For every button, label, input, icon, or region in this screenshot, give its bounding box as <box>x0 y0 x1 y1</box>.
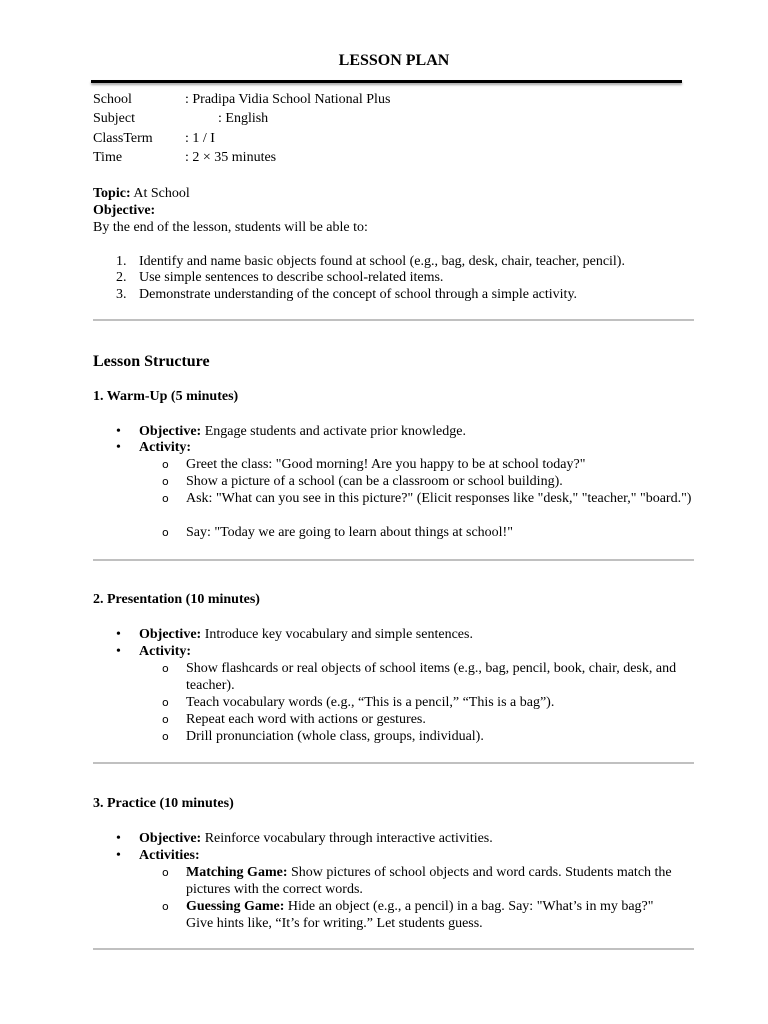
info-label: ClassTerm <box>93 131 153 146</box>
bullet-text: Reinforce vocabulary through interactive activities. <box>201 831 493 846</box>
info-value: : 1 / I <box>185 131 215 146</box>
item-text: Use simple sentences to describe school-related items. <box>139 270 444 285</box>
item-text: Identify and name basic objects found at school (e.g., bag, desk, chair, teacher, pencil). <box>139 254 625 269</box>
section-heading-practice: 3. Practice (10 minutes) <box>93 796 234 811</box>
lesson-structure-heading: Lesson Structure <box>93 353 210 370</box>
bullet-text: Engage students and activate prior knowledge. <box>201 424 466 439</box>
bullet-glyph: • <box>116 848 121 863</box>
sub-bullet-glyph: o <box>162 900 169 913</box>
item-number: 3. <box>116 287 127 302</box>
objective-item <box>116 269 443 286</box>
sub-bullet-glyph: o <box>162 526 169 539</box>
bullet-label: Objective: <box>139 627 202 642</box>
section-heading-presentation: 2. Presentation (10 minutes) <box>93 592 260 607</box>
bullet-glyph: • <box>116 644 121 659</box>
section-heading-warm-up: 1. Warm-Up (5 minutes) <box>93 389 239 404</box>
step-text: Ask: "What can you see in this picture?" (Elicit responses like "desk," "teacher," "board.") <box>186 491 692 506</box>
bullet-text: Introduce key vocabulary and simple sentences. <box>201 627 473 642</box>
bullet-label: Objective: <box>139 831 202 846</box>
topic-value: At School <box>130 186 190 201</box>
objective-item <box>116 253 625 270</box>
step-label: Matching Game: <box>186 865 288 880</box>
section-divider <box>93 762 694 764</box>
bullet-label: Activities: <box>139 848 200 863</box>
sub-bullet-glyph: o <box>162 730 169 743</box>
objective-item <box>116 286 577 303</box>
objective-label: Objective: <box>93 203 156 218</box>
bullet-glyph: • <box>116 831 121 846</box>
item-number: 1. <box>116 254 127 269</box>
step-text: Show flashcards or real objects of school items (e.g., bag, pencil, book, chair, desk, and teacher). <box>186 661 677 693</box>
step-text: Show pictures of school objects and word cards. Students match the pictures with the correct words. <box>186 865 672 897</box>
title-divider <box>91 80 682 83</box>
sub-bullet-glyph: o <box>162 475 169 488</box>
item-number: 2. <box>116 270 127 285</box>
step-text: Teach vocabulary words (e.g., “This is a pencil,” “This is a bag”). <box>186 695 555 710</box>
topic-label: Topic: <box>93 186 131 201</box>
bullet-glyph: • <box>116 627 121 642</box>
step-text: Hide an object (e.g., a pencil) in a bag. Say: "What’s in my bag?" Give hints like, “It’s for writing.” Let students guess. <box>186 899 654 931</box>
section-divider <box>93 559 694 561</box>
info-value: : Pradipa Vidia School National Plus <box>185 92 391 107</box>
bullet-label: Activity: <box>139 644 192 659</box>
step-text: Show a picture of a school (can be a classroom or school building). <box>186 474 563 489</box>
sub-bullet-glyph: o <box>162 696 169 709</box>
info-value: : 2 × 35 minutes <box>185 150 277 165</box>
topic-line <box>93 185 190 202</box>
sub-bullet-glyph: o <box>162 713 169 726</box>
document-title: LESSON PLAN <box>338 52 450 69</box>
section-divider <box>93 948 694 950</box>
info-label: Subject <box>93 111 135 126</box>
step-text: Drill pronunciation (whole class, groups, individual). <box>186 729 484 744</box>
step-text: Say: "Today we are going to learn about things at school!" <box>186 525 513 540</box>
section-divider <box>93 319 694 321</box>
info-label: School <box>93 92 132 107</box>
step-label: Guessing Game: <box>186 899 285 914</box>
info-value: : English <box>218 111 269 126</box>
bullet-glyph: • <box>116 440 121 455</box>
bullet-label: Activity: <box>139 440 192 455</box>
bullet-glyph: • <box>116 424 121 439</box>
sub-bullet-glyph: o <box>162 866 169 879</box>
bullet-label: Objective: <box>139 424 202 439</box>
item-text: Demonstrate understanding of the concept of school through a simple activity. <box>139 287 578 302</box>
sub-bullet-glyph: o <box>162 662 169 675</box>
step-text: Repeat each word with actions or gestures. <box>186 712 426 727</box>
sub-bullet-glyph: o <box>162 492 169 505</box>
sub-bullet-glyph: o <box>162 458 169 471</box>
step-text: Greet the class: "Good morning! Are you happy to be at school today?" <box>186 457 586 472</box>
objective-intro: By the end of the lesson, students will be able to: <box>93 220 368 235</box>
info-label: Time <box>93 150 123 165</box>
